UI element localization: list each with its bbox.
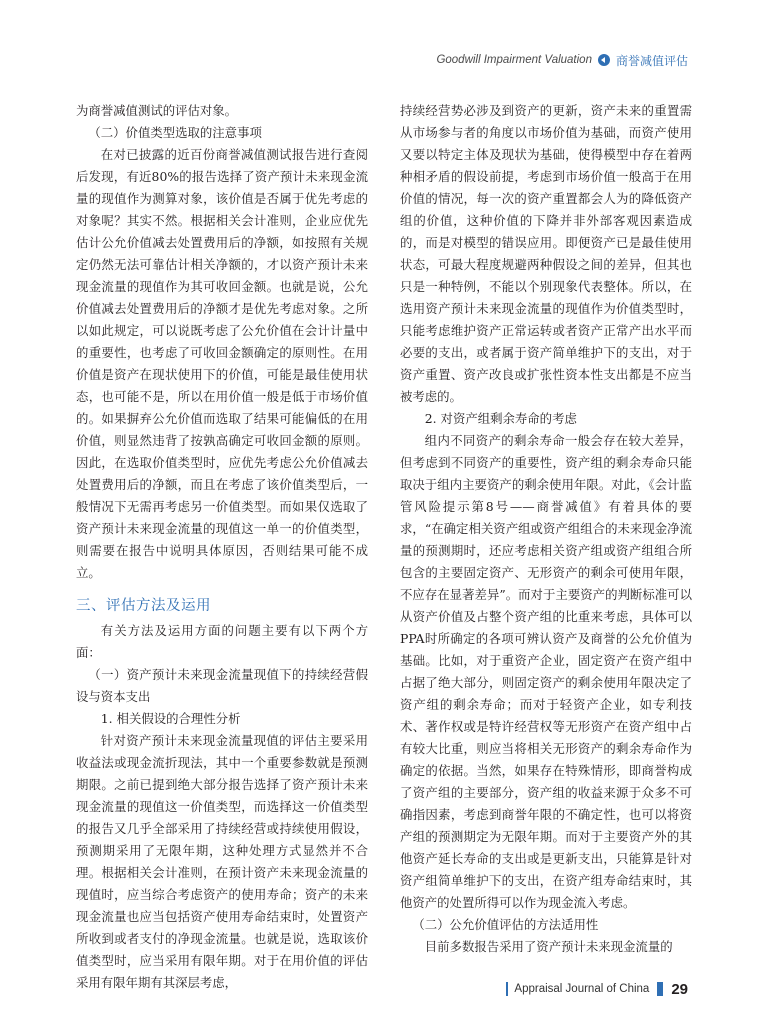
footer-accent-block [657,982,663,996]
running-header [436,52,688,68]
page-number: 29 [671,980,688,998]
subheading-going-concern: （一）资产预计未来现金流量现值下的持续经营假设与资本支出 [76,667,368,704]
section-heading-methods: 三、评估方法及运用 [76,598,211,614]
chevron-left-circle-icon [598,54,610,66]
paragraph: 组内不同资产的剩余寿命一般会存在较大差异，但考虑到不同资产的重要性，资产组的剩余寿命只能取决于组内主要资产的剩余使用年限。对此，《会计监管风险提示第8号——商誉减值》有着具体的要求，“在确定相关资产组或资产组组合的未来现金净流量的预测期时，还应考虑相关资产组或资产组组合所包含的主要固定资产、无形资产的剩余可使用年限，不应存在显著差异”。而对于主要资产的判断标准可以从资产价值及占整个资产组的比重来考虑，具体可以PPA时所确定的各项可辨认资产及商誉的公允价值为基础。比如，对于重资产企业，固定资产在资产组中占据了绝大部分，则固定资产的剩余使用年限决定了资产组的剩余寿命；而对于轻资产企业，如专利技术、著作权或是特许经营权等无形资产在资产组中占有较大比重，则应当将相关无形资产的剩余寿命作为确定的依据。当然，如果存在特殊情形，即商誉构成了资产组的主要部分，资产组的收益来源于众多不可确指因素，考虑到商誉年限的不确定性，也可以将资产组的预测期定为无限年期。而对于主要资产外的其他资产延长寿命的支出或是更新支出，只能算是针对资产组简单维护下的支出，在资产组寿命结束时，其他资产的处置所得可以作为现金流入考虑。 [400,433,692,910]
header-english-title: Goodwill Impairment Valuation [436,54,592,66]
subheading-fair-value: （二）公允价值评估的方法适用性 [412,917,599,932]
header-chinese-title: 商誉减值评估 [615,53,688,68]
paragraph: 有关方法及运用方面的问题主要有以下两个方面： [76,623,368,660]
footer-journal-name: Appraisal Journal of China [514,983,650,995]
paragraph-continuation: 持续经营势必涉及到资产的更新，资产未来的重置需从市场参与者的角度以市场价值为基础，而资产使用又要以特定主体及现状为基础，使得模型中存在着两种相矛盾的假设前提，考虑到市场价值一般高于在用价值的情况，每一次的资产重置都会人为的降低资产组的价值，这种价值的下降并非外部客观因素造成的，而是对模型的错误应用。即便资产已是最佳使用状态，可最大程度规避两种假设之间的差异，但其也只是一种特例，不能以个别现象代表整体。所以，在选用资产预计未来现金流量的现值作为价值类型时，只能考虑维护资产正常运转或者资产正常产出水平而必要的支出，或者属于资产简单维护下的支出，对于资产重置、资产改良或扩张性资本性支出都是不应当被考虑的。 [400,103,692,404]
paragraph: 在对已披露的近百份商誉减值测试报告进行查阅后发现，有近80%的报告选择了资产预计未来现金流量的现值作为测算对象，该价值是否属于优先考虑的对象呢？其实不然。根据相关会计准则，企业应优先估计公允价值减去处置费用后的净额，如按照有关规定仍然无法可靠估计相关净额的，才以资产预计未来现金流量的现值作为其可收回金额。也就是说，公允价值减去处置费用后的净额才是优先考虑对象。之所以如此规定，可以说既考虑了公允价值在会计计量中的重要性，也考虑了可收回金额确定的原则性。在用价值是资产在现状使用下的价值，可能是最佳使用状态，也可能不是，所以在用价值一般是低于市场价值的。如果摒弃公允价值而选取了结果可能偏低的在用价值，则显然违背了按孰高确定可收回金额的原则。因此，在选取价值类型时，应优先考虑公允价值减去处置费用后的净额，而且在考虑了该价值类型后，一般情况下无需再考虑另一价值类型。而如果仅选取了资产预计未来现金流量的现值这一单一的价值类型，则需要在报告中说明具体原因，否则结果可能不成立。 [76,147,368,580]
subsubheading-assumption: 1. 相关假设的合理性分析 [100,711,241,726]
subheading-value-type: （二）价值类型选取的注意事项 [88,125,262,140]
page-footer [506,980,688,998]
paragraph: 针对资产预计未来现金流量现值的评估主要采用收益法或现金流折现法，其中一个重要参数就是预测期限。之前已提到绝大部分报告选择了资产预计未来现金流量的现值这一价值类型，而选择这一价值类型的报告又几乎全部采用了持续经营或持续使用假设，预测期采用了无限年期，这种处理方式显然并不合理。根据相关会计准则，在预计资产未来现金流量的现值时，应当综合考虑资产的使用寿命；资产的未来现金流量也应当包括资产使用寿命结束时，处置资产所收到或者支付的净现金流量。也就是说，选取该价值类型时，应当采用有限年期。对于在用价值的评估采用有限年期有其深层考虑， [76,733,368,990]
footer-divider [506,982,508,996]
paragraph: 目前多数报告采用了资产预计未来现金流量的 [424,939,673,954]
subsubheading-remaining-life: 2. 对资产组剩余寿命的考虑 [424,411,577,426]
left-column [76,100,368,994]
paragraph-continuation: 为商誉减值测试的评估对象。 [76,103,238,118]
right-column [400,100,692,958]
